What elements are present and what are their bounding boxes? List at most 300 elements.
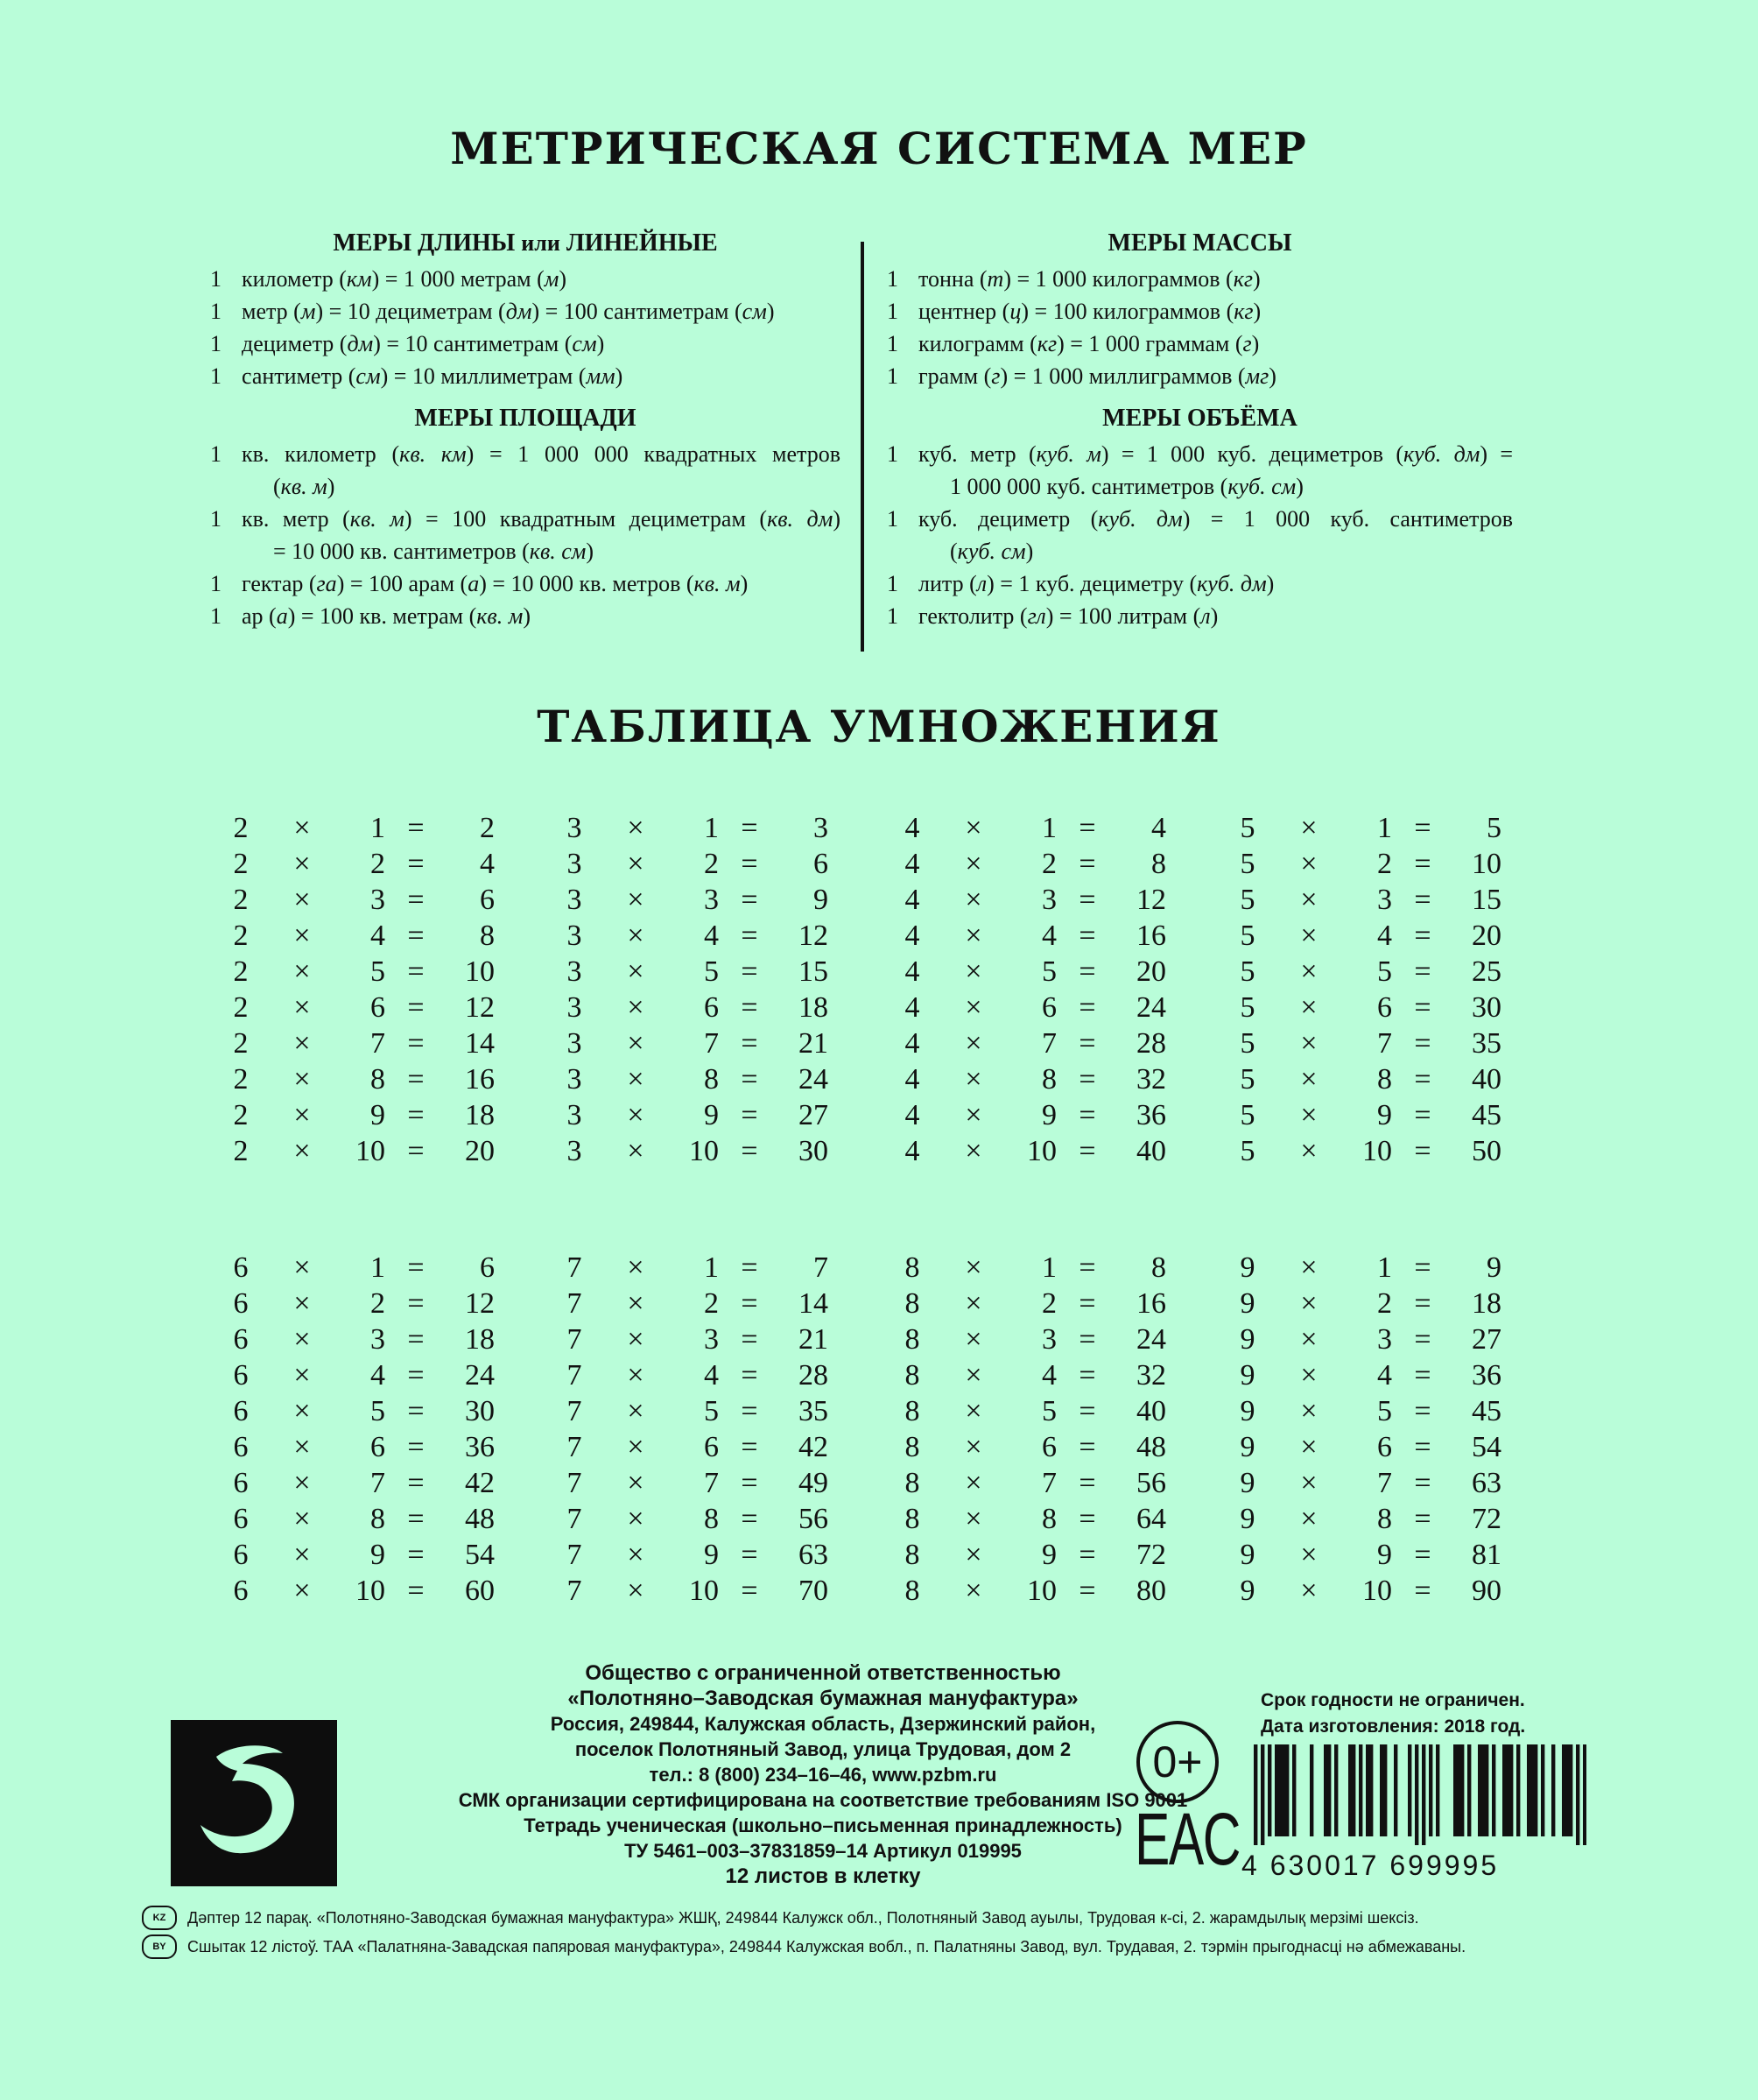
mult-result: 25 xyxy=(1472,955,1501,988)
mult-base: 6 xyxy=(233,1287,249,1320)
mult-sign: × xyxy=(627,1539,644,1571)
mult-factor: 10 xyxy=(1027,1575,1057,1607)
length-item-text: километр (км) = 1 000 метрам (м) xyxy=(242,266,567,292)
maker-line-7: Тетрадь ученическая (школьно–письменная принадлежность) xyxy=(524,1815,1122,1836)
mass-measures-title: МЕРЫ МАССЫ xyxy=(1108,229,1292,257)
manufacture-date-line: Дата изготовления: 2018 год. xyxy=(1261,1716,1526,1737)
volume-item-text: куб. дециметр (куб. дм) = 1 000 куб. сантиметров (куб. см) xyxy=(918,506,1513,564)
mult-base: 4 xyxy=(904,884,920,916)
area-item-text: кв. метр (кв. м) = 100 квадратным дециметрам (кв. дм) = 10 000 кв. сантиметров (кв. см) xyxy=(242,506,840,564)
mult-base: 8 xyxy=(904,1503,920,1535)
mult-factor: 3 xyxy=(1042,884,1057,916)
mult-equals: = xyxy=(1079,1539,1096,1571)
mult-factor: 4 xyxy=(370,1359,385,1392)
mult-sign: × xyxy=(965,1395,982,1427)
mult-sign: × xyxy=(627,884,644,916)
mult-factor: 4 xyxy=(1042,1359,1057,1392)
mult-base: 3 xyxy=(566,848,582,880)
mult-result: 72 xyxy=(1136,1539,1166,1571)
mult-sign: × xyxy=(293,1099,311,1131)
mult-factor: 8 xyxy=(370,1063,385,1096)
mult-sign: × xyxy=(1300,812,1318,844)
area-item xyxy=(210,567,840,600)
mult-base: 8 xyxy=(904,1323,920,1356)
mult-result: 32 xyxy=(1136,1359,1166,1392)
mult-factor: 10 xyxy=(1027,1135,1057,1167)
mult-result: 63 xyxy=(1472,1467,1501,1499)
mult-base: 7 xyxy=(566,1467,582,1499)
mult-result: 16 xyxy=(465,1063,495,1096)
mult-result: 60 xyxy=(465,1575,495,1607)
mult-sign: × xyxy=(627,1027,644,1060)
mult-sign: × xyxy=(965,812,982,844)
mult-equals: = xyxy=(741,1467,758,1499)
mult-base: 6 xyxy=(233,1503,249,1535)
mult-factor: 6 xyxy=(1042,1431,1057,1463)
mult-equals: = xyxy=(1414,1539,1431,1571)
mult-result: 90 xyxy=(1472,1575,1501,1607)
mult-result: 8 xyxy=(1151,848,1166,880)
area-item-number: 1 xyxy=(210,571,222,596)
mult-base: 3 xyxy=(566,1063,582,1096)
mult-base: 9 xyxy=(1240,1359,1255,1392)
mult-factor: 5 xyxy=(370,1395,385,1427)
mult-factor: 9 xyxy=(370,1099,385,1131)
mult-result: 63 xyxy=(798,1539,828,1571)
mult-sign: × xyxy=(293,1251,311,1284)
length-measures-title: МЕРЫ ДЛИНЫ или ЛИНЕЙНЫЕ xyxy=(333,229,718,257)
mult-factor: 3 xyxy=(1377,884,1392,916)
mult-factor: 9 xyxy=(1377,1099,1392,1131)
mult-sign: × xyxy=(293,848,311,880)
mult-sign: × xyxy=(1300,1467,1318,1499)
mult-result: 27 xyxy=(798,1099,828,1131)
mult-result: 30 xyxy=(798,1135,828,1167)
mult-factor: 7 xyxy=(704,1467,719,1499)
mult-sign: × xyxy=(1300,848,1318,880)
mass-item xyxy=(887,328,1513,360)
mult-result: 5 xyxy=(1487,812,1501,844)
area-item-number: 1 xyxy=(210,506,222,532)
mult-base: 8 xyxy=(904,1395,920,1427)
maker-line-8: ТУ 5461–003–37831859–14 Артикул 019995 xyxy=(624,1840,1022,1862)
mult-base: 2 xyxy=(233,1027,249,1060)
mult-sign: × xyxy=(627,920,644,952)
mult-factor: 7 xyxy=(1377,1027,1392,1060)
mult-base: 2 xyxy=(233,812,249,844)
mult-base: 8 xyxy=(904,1575,920,1607)
mult-result: 48 xyxy=(465,1503,495,1535)
mult-factor: 1 xyxy=(704,812,719,844)
mult-base: 8 xyxy=(904,1287,920,1320)
mult-result: 81 xyxy=(1472,1539,1501,1571)
mult-sign: × xyxy=(293,1503,311,1535)
area-item-number: 1 xyxy=(210,441,222,467)
mult-sign: × xyxy=(965,1431,982,1463)
mult-equals: = xyxy=(741,1395,758,1427)
mult-result: 24 xyxy=(1136,991,1166,1024)
mult-sign: × xyxy=(1300,1539,1318,1571)
length-item xyxy=(210,360,840,392)
mult-sign: × xyxy=(627,1359,644,1392)
kz-badge: KZ xyxy=(142,1906,177,1930)
mult-factor: 3 xyxy=(704,1323,719,1356)
mult-base: 4 xyxy=(904,991,920,1024)
mult-result: 40 xyxy=(1136,1135,1166,1167)
mass-item-text: центнер (ц) = 100 килограммов (кг) xyxy=(918,299,1262,324)
mult-result: 10 xyxy=(465,955,495,988)
mult-result: 45 xyxy=(1472,1395,1501,1427)
mult-base: 7 xyxy=(566,1539,582,1571)
mult-factor: 1 xyxy=(370,812,385,844)
mult-result: 16 xyxy=(1136,1287,1166,1320)
volume-item xyxy=(887,503,1513,567)
mult-factor: 10 xyxy=(689,1575,719,1607)
mult-factor: 8 xyxy=(704,1063,719,1096)
mult-result: 36 xyxy=(465,1431,495,1463)
mult-equals: = xyxy=(407,1027,425,1060)
mult-factor: 8 xyxy=(704,1503,719,1535)
mult-factor: 10 xyxy=(355,1135,385,1167)
belarus-info-line xyxy=(142,1934,1466,1959)
by-text: Сшытак 12 лістоў. ТАА «Палатняна-Завадская папяровая мануфактура», 249844 Калужская вобл., п. Палатняны Завод, вул. Трудавая, 2. тэрмін прыгоднасці нә абмежаваны. xyxy=(187,1938,1466,1956)
mult-result: 21 xyxy=(798,1027,828,1060)
mult-factor: 5 xyxy=(1377,1395,1392,1427)
mult-factor: 7 xyxy=(370,1467,385,1499)
mult-base: 4 xyxy=(904,812,920,844)
mult-base: 5 xyxy=(1240,848,1255,880)
mult-result: 32 xyxy=(1136,1063,1166,1096)
mult-base: 5 xyxy=(1240,920,1255,952)
mult-sign: × xyxy=(293,812,311,844)
mult-sign: × xyxy=(293,1323,311,1356)
mult-result: 14 xyxy=(798,1287,828,1320)
mult-base: 4 xyxy=(904,1063,920,1096)
mult-result: 54 xyxy=(1472,1431,1501,1463)
mult-factor: 4 xyxy=(704,920,719,952)
mult-sign: × xyxy=(627,991,644,1024)
mult-base: 2 xyxy=(233,1135,249,1167)
mult-result: 50 xyxy=(1472,1135,1501,1167)
mult-result: 6 xyxy=(813,848,828,880)
mult-sign: × xyxy=(293,1395,311,1427)
mult-result: 45 xyxy=(1472,1099,1501,1131)
mult-factor: 6 xyxy=(1042,991,1057,1024)
mult-sign: × xyxy=(965,1575,982,1607)
barcode-number: 4 630017 699995 xyxy=(1241,1850,1500,1881)
mult-sign: × xyxy=(965,1135,982,1167)
mult-equals: = xyxy=(1079,1575,1096,1607)
mult-sign: × xyxy=(965,1287,982,1320)
mult-factor: 6 xyxy=(1377,991,1392,1024)
mult-result: 10 xyxy=(1472,848,1501,880)
mult-base: 3 xyxy=(566,812,582,844)
area-item xyxy=(210,503,840,567)
mult-result: 9 xyxy=(1487,1251,1501,1284)
volume-item-text: гектолитр (гл) = 100 литрам (л) xyxy=(918,603,1219,629)
volume-item-number: 1 xyxy=(887,506,898,532)
mult-factor: 6 xyxy=(370,1431,385,1463)
mult-sign: × xyxy=(627,955,644,988)
mult-equals: = xyxy=(1414,1135,1431,1167)
mult-equals: = xyxy=(741,884,758,916)
mult-equals: = xyxy=(1414,1503,1431,1535)
mult-equals: = xyxy=(1414,1251,1431,1284)
mult-sign: × xyxy=(1300,1251,1318,1284)
mult-result: 42 xyxy=(465,1467,495,1499)
shelf-life-info xyxy=(1261,1688,1525,1740)
mult-equals: = xyxy=(1079,1323,1096,1356)
mult-factor: 1 xyxy=(1042,1251,1057,1284)
mult-factor: 4 xyxy=(1377,920,1392,952)
bird-logo-icon xyxy=(171,1720,337,1886)
mult-sign: × xyxy=(627,1431,644,1463)
mult-base: 7 xyxy=(566,1359,582,1392)
mult-sign: × xyxy=(627,812,644,844)
mult-factor: 2 xyxy=(1042,848,1057,880)
mult-base: 2 xyxy=(233,955,249,988)
mult-sign: × xyxy=(293,1135,311,1167)
mult-base: 5 xyxy=(1240,1099,1255,1131)
mult-base: 4 xyxy=(904,1027,920,1060)
mult-result: 18 xyxy=(465,1323,495,1356)
mult-factor: 2 xyxy=(704,1287,719,1320)
mult-factor: 2 xyxy=(370,1287,385,1320)
mult-base: 5 xyxy=(1240,1135,1255,1167)
mult-equals: = xyxy=(1414,1027,1431,1060)
mult-result: 18 xyxy=(798,991,828,1024)
mult-equals: = xyxy=(407,848,425,880)
mult-result: 24 xyxy=(1136,1323,1166,1356)
mult-result: 12 xyxy=(465,1287,495,1320)
mult-sign: × xyxy=(627,1575,644,1607)
mult-factor: 2 xyxy=(1042,1287,1057,1320)
mult-base: 7 xyxy=(566,1395,582,1427)
mult-equals: = xyxy=(407,955,425,988)
mult-result: 12 xyxy=(1136,884,1166,916)
mult-factor: 6 xyxy=(1377,1431,1392,1463)
mult-factor: 9 xyxy=(704,1539,719,1571)
length-item xyxy=(210,263,840,295)
mult-sign: × xyxy=(627,1135,644,1167)
mult-result: 64 xyxy=(1136,1503,1166,1535)
mult-factor: 5 xyxy=(1377,955,1392,988)
mult-sign: × xyxy=(965,1503,982,1535)
mult-result: 3 xyxy=(813,812,828,844)
mult-base: 9 xyxy=(1240,1323,1255,1356)
mult-sign: × xyxy=(627,1395,644,1427)
mult-sign: × xyxy=(1300,1063,1318,1096)
area-item-text: ар (а) = 100 кв. метрам (кв. м) xyxy=(242,603,531,629)
mult-factor: 8 xyxy=(370,1503,385,1535)
mult-result: 4 xyxy=(480,848,495,880)
length-item xyxy=(210,328,840,360)
mult-equals: = xyxy=(1414,1359,1431,1392)
mult-result: 54 xyxy=(465,1539,495,1571)
mult-base: 3 xyxy=(566,884,582,916)
mult-base: 9 xyxy=(1240,1575,1255,1607)
mult-equals: = xyxy=(1414,1323,1431,1356)
mult-equals: = xyxy=(407,1395,425,1427)
mult-factor: 8 xyxy=(1377,1503,1392,1535)
mult-result: 49 xyxy=(798,1467,828,1499)
mult-factor: 4 xyxy=(704,1359,719,1392)
mult-sign: × xyxy=(293,1539,311,1571)
mult-base: 5 xyxy=(1240,955,1255,988)
mult-base: 6 xyxy=(233,1323,249,1356)
mult-equals: = xyxy=(741,848,758,880)
mult-factor: 9 xyxy=(1377,1539,1392,1571)
mult-base: 4 xyxy=(904,848,920,880)
mult-sign: × xyxy=(293,920,311,952)
mult-factor: 6 xyxy=(370,991,385,1024)
mult-base: 8 xyxy=(904,1251,920,1284)
mult-equals: = xyxy=(407,1503,425,1535)
multiplication-table-title: ТАБЛИЦА УМНОЖЕНИЯ xyxy=(537,701,1221,752)
mult-equals: = xyxy=(407,1287,425,1320)
mult-equals: = xyxy=(741,991,758,1024)
mult-equals: = xyxy=(1079,955,1096,988)
mult-result: 48 xyxy=(1136,1431,1166,1463)
mult-factor: 2 xyxy=(370,848,385,880)
length-item-text: дециметр (дм) = 10 сантиметрам (см) xyxy=(242,331,605,356)
mult-base: 5 xyxy=(1240,1027,1255,1060)
mult-factor: 7 xyxy=(1377,1467,1392,1499)
right-column xyxy=(887,229,1513,632)
mult-result: 8 xyxy=(480,920,495,952)
mult-factor: 9 xyxy=(370,1539,385,1571)
mult-result: 72 xyxy=(1472,1503,1501,1535)
mult-result: 6 xyxy=(480,1251,495,1284)
mult-sign: × xyxy=(627,1251,644,1284)
mult-result: 16 xyxy=(1136,920,1166,952)
column-divider xyxy=(861,242,864,652)
mult-base: 7 xyxy=(566,1431,582,1463)
mult-equals: = xyxy=(1079,1395,1096,1427)
length-item-text: сантиметр (см) = 10 миллиметрам (мм) xyxy=(242,363,623,389)
mass-item-text: килограмм (кг) = 1 000 граммам (г) xyxy=(918,331,1260,356)
length-item-number: 1 xyxy=(210,266,222,292)
mult-equals: = xyxy=(407,991,425,1024)
mult-result: 6 xyxy=(480,884,495,916)
mult-base: 9 xyxy=(1240,1251,1255,1284)
mult-equals: = xyxy=(1079,1027,1096,1060)
mult-base: 2 xyxy=(233,920,249,952)
kz-text: Дәптер 12 парақ. «Полотняно-Заводская бумажная мануфактура» ЖШҚ, 249844 Калужск обл., Полотняный Завод ауылы, Трудовая к-сі, 2. жарамдылық мерзімі шексіз. xyxy=(187,1909,1419,1927)
length-item-number: 1 xyxy=(210,363,222,389)
mult-result: 15 xyxy=(798,955,828,988)
mult-equals: = xyxy=(741,1575,758,1607)
mult-equals: = xyxy=(1414,848,1431,880)
mult-equals: = xyxy=(741,1251,758,1284)
mult-factor: 8 xyxy=(1042,1063,1057,1096)
mult-equals: = xyxy=(1079,1135,1096,1167)
mult-sign: × xyxy=(965,884,982,916)
mass-item-number: 1 xyxy=(887,266,898,292)
mult-equals: = xyxy=(741,1027,758,1060)
mult-equals: = xyxy=(407,1323,425,1356)
mult-base: 5 xyxy=(1240,884,1255,916)
maker-line-5: тел.: 8 (800) 234–16–46, www.pzbm.ru xyxy=(649,1764,997,1786)
volume-item-number: 1 xyxy=(887,441,898,467)
mult-result: 12 xyxy=(465,991,495,1024)
mult-base: 2 xyxy=(233,991,249,1024)
length-item xyxy=(210,295,840,328)
mult-factor: 3 xyxy=(1377,1323,1392,1356)
volume-item xyxy=(887,600,1513,632)
mult-base: 2 xyxy=(233,848,249,880)
mult-base: 3 xyxy=(566,1027,582,1060)
mult-base: 9 xyxy=(1240,1431,1255,1463)
mult-equals: = xyxy=(1414,1063,1431,1096)
mult-equals: = xyxy=(1414,991,1431,1024)
mult-base: 7 xyxy=(566,1287,582,1320)
volume-measures-title: МЕРЫ ОБЪЁМА xyxy=(1102,405,1297,432)
eac-mark: EAC xyxy=(1135,1798,1241,1880)
mult-factor: 8 xyxy=(1377,1063,1392,1096)
mult-factor: 5 xyxy=(704,1395,719,1427)
mult-base: 7 xyxy=(566,1575,582,1607)
mult-base: 2 xyxy=(233,884,249,916)
area-measures-list xyxy=(210,438,840,632)
mult-factor: 4 xyxy=(1377,1359,1392,1392)
mult-equals: = xyxy=(407,1135,425,1167)
mult-equals: = xyxy=(407,1467,425,1499)
mult-result: 4 xyxy=(1151,812,1166,844)
mult-sign: × xyxy=(965,1539,982,1571)
mult-equals: = xyxy=(1414,1467,1431,1499)
mult-sign: × xyxy=(1300,884,1318,916)
volume-item-text: литр (л) = 1 куб. дециметру (куб. дм) xyxy=(918,571,1275,596)
mult-sign: × xyxy=(1300,1575,1318,1607)
mult-factor: 1 xyxy=(1377,1251,1392,1284)
maker-line-2: «Полотняно–Заводская бумажная мануфактура» xyxy=(567,1687,1079,1710)
mult-factor: 1 xyxy=(704,1251,719,1284)
maker-line-6: СМК организации сертифицирована на соответствие требованиям ISO 9001 xyxy=(458,1789,1188,1811)
mult-sign: × xyxy=(293,1063,311,1096)
area-item xyxy=(210,438,840,503)
mult-sign: × xyxy=(965,1359,982,1392)
mult-factor: 3 xyxy=(1042,1323,1057,1356)
mult-result: 24 xyxy=(798,1063,828,1096)
mult-result: 20 xyxy=(1136,955,1166,988)
mult-equals: = xyxy=(1079,848,1096,880)
mult-result: 28 xyxy=(1136,1027,1166,1060)
mult-sign: × xyxy=(293,884,311,916)
mult-base: 8 xyxy=(904,1359,920,1392)
mult-equals: = xyxy=(741,1359,758,1392)
mult-equals: = xyxy=(1079,1063,1096,1096)
mult-base: 9 xyxy=(1240,1467,1255,1499)
mult-result: 24 xyxy=(465,1359,495,1392)
volume-item-number: 1 xyxy=(887,571,898,596)
mult-sign: × xyxy=(1300,1503,1318,1535)
kazakh-info-line xyxy=(142,1906,1419,1930)
mult-factor: 8 xyxy=(1042,1503,1057,1535)
mult-factor: 5 xyxy=(704,955,719,988)
mult-equals: = xyxy=(741,1503,758,1535)
mult-equals: = xyxy=(1079,1251,1096,1284)
area-item-number: 1 xyxy=(210,603,222,629)
mult-base: 6 xyxy=(233,1575,249,1607)
length-item-number: 1 xyxy=(210,331,222,356)
maker-line-9: 12 листов в клетку xyxy=(725,1864,921,1888)
mult-result: 70 xyxy=(798,1575,828,1607)
mult-equals: = xyxy=(407,1099,425,1131)
mult-base: 4 xyxy=(904,920,920,952)
mult-factor: 7 xyxy=(1042,1467,1057,1499)
mass-item-number: 1 xyxy=(887,363,898,389)
